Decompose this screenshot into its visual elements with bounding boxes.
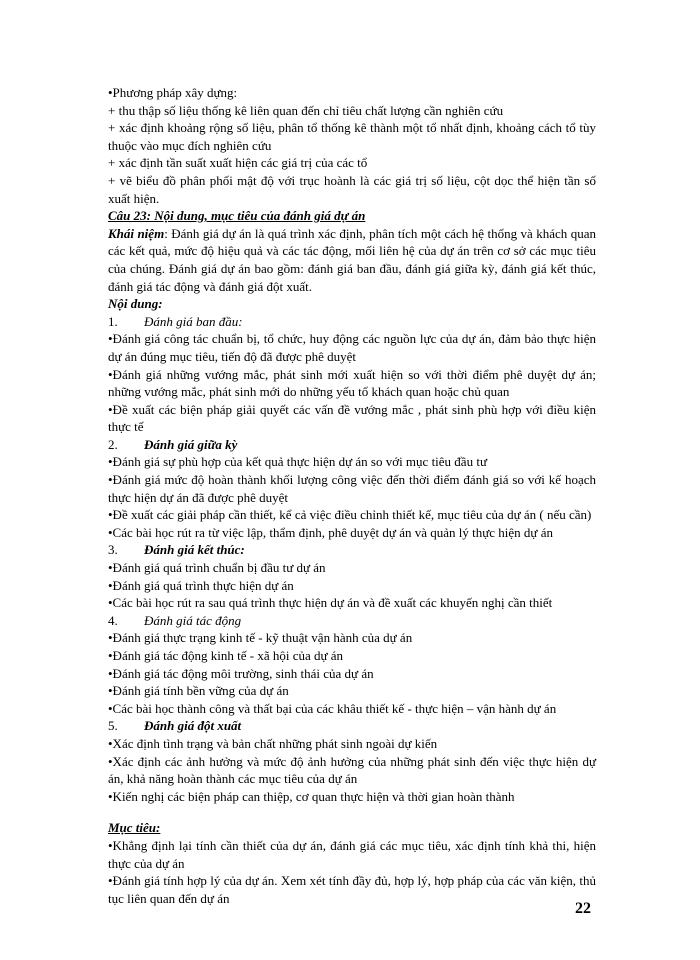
section-number: 4.: [108, 612, 118, 628]
list-item: •Khẳng định lại tính cần thiết của dự án, đánh giá các mục tiêu, xác định tính khả thi, hiện thực của dự án: [108, 837, 596, 871]
intro-line: + xác định khoảng rộng số liệu, phân tổ thống kê thành một tổ nhất định, khoảng cách tổ tùy thuộc vào mục đích nghiên cứu: [108, 120, 596, 153]
list-item: •Đánh giá mức độ hoàn thành khối lượng công việc đến thời điểm đánh giá so với kế hoạch thực hiện dự án đã được phê duyệt: [108, 472, 596, 505]
list-item: •Đánh giá công tác chuẩn bị, tổ chức, huy động các nguồn lực của dự án, đảm bảo thực hiện dự án đúng mục tiêu, tiến độ đã được phê duyệt: [108, 331, 596, 364]
spacer: [108, 805, 596, 819]
section-title: Đánh giá ban đầu:: [144, 313, 243, 329]
list-item: •Đánh giá tác động kinh tế - xã hội của dự án: [108, 648, 344, 663]
list-item: •Kiến nghị các biện pháp can thiệp, cơ quan thực hiện và thời gian hoàn thành: [108, 788, 515, 804]
section-heading: [108, 541, 596, 559]
section-title: Đánh giá tác động: [144, 612, 242, 628]
section-number: 1.: [108, 313, 118, 329]
list-item: •Xác định tình trạng và bản chất những phát sinh ngoài dự kiến: [108, 735, 438, 751]
section-heading: [108, 717, 596, 735]
list-item: •Đánh giá tác động môi trường, sinh thái của dự án: [108, 665, 374, 681]
concept-paragraph: [108, 225, 596, 295]
section-heading: [108, 612, 596, 630]
intro-line: + vẽ biểu đồ phân phối mật độ với trục hoành là các giá trị số liệu, cột dọc thể hiện tần số xuất hiện.: [108, 172, 596, 206]
intro-line: + xác định tần suất xuất hiện các giá trị của các tổ: [108, 155, 368, 171]
list-item: •Đánh giá thực trạng kinh tế - kỹ thuật vận hành của dự án: [108, 630, 413, 646]
list-item: •Đánh giá những vướng mắc, phát sinh mới xuất hiện so với thời điểm phê duyệt dự án; những vướng mắc, phát sinh mới do những yếu tố khách quan hoặc chủ quan: [108, 366, 596, 400]
section-number: 3.: [108, 542, 118, 558]
concept-text: : Đánh giá dự án là quá trình xác định, phân tích một cách hệ thống và khách quan các kết quả, mức độ hiệu quả và các tác động, mối liên hệ của dự án trên cơ sở các mục tiêu của chúng. Đánh giá dự án bao gồm: đánh giá ban đầu, đánh giá giữa kỳ, đánh giá kết thúc, đánh giá tác động và đánh giá đột xuất.: [108, 225, 596, 294]
list-item: •Đánh giá tính bền vững của dự án: [108, 683, 289, 699]
intro-line: + thu thập số liệu thống kê liên quan đến chỉ tiêu chất lượng cần nghiên cứu: [108, 102, 504, 118]
list-item: •Đánh giá tính hợp lý của dự án. Xem xét tính đầy đủ, hợp lý, hợp pháp của các văn kiện, thủ tục liên quan đến dự án: [108, 873, 596, 906]
section-heading: [108, 436, 596, 454]
intro-line: •Phương pháp xây dựng:: [108, 85, 238, 100]
question-heading: Câu 23: Nội dung, mục tiêu của đánh giá dự án: [108, 208, 366, 224]
content-title: Nội dung:: [108, 296, 163, 312]
section-title: Đánh giá kết thúc:: [144, 542, 245, 558]
page-content: [108, 84, 596, 907]
list-item: •Xác định các ảnh hưởng và mức độ ảnh hưởng của những phát sinh đến việc thực hiện dự án, khả năng hoàn thành các mục tiêu của dự án: [108, 753, 596, 787]
list-item: •Đề xuất các giải pháp cần thiết, kể cả việc điều chỉnh thiết kế, mục tiêu của dự án ( nếu cần): [108, 507, 592, 523]
section-number: 2.: [108, 436, 118, 452]
concept-label: Khái niệm: [108, 225, 165, 241]
list-item: •Đánh giá quá trình thực hiện dự án: [108, 577, 294, 593]
section-title: Đánh giá giữa kỳ: [144, 436, 238, 452]
list-item: •Các bài học rút ra sau quá trình thực hiện dự án và đề xuất các khuyến nghị cần thiết: [108, 595, 553, 611]
section-heading: [108, 313, 596, 331]
objective-title: Mục tiêu:: [108, 820, 161, 836]
section-number: 5.: [108, 718, 118, 734]
section-title: Đánh giá đột xuất: [144, 718, 242, 734]
list-item: •Đề xuất các biện pháp giải quyết các vấn đề vướng mắc , phát sinh phù hợp với điều kiện thực tế: [108, 401, 596, 435]
list-item: •Đánh giá sự phù hợp của kết quả thực hiện dự án so với mục tiêu đầu tư: [108, 454, 487, 470]
list-item: •Đánh giá quá trình chuẩn bị đầu tư dự án: [108, 560, 326, 576]
page-number: 22: [575, 900, 591, 917]
list-item: •Các bài học rút ra từ việc lập, thẩm định, phê duyệt dự án và quản lý thực hiện dự án: [108, 524, 553, 540]
list-item: •Các bài học thành công và thất bại của các khâu thiết kế - thực hiện – vận hành dự án: [108, 700, 557, 716]
